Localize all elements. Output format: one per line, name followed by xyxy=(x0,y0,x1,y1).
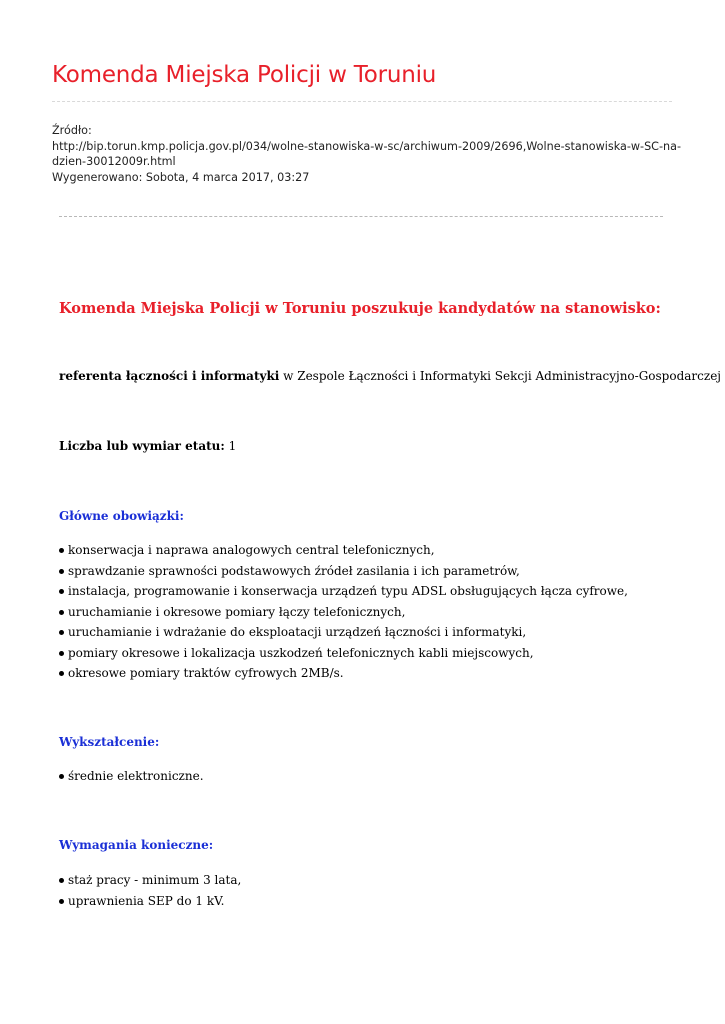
bullet-icon xyxy=(59,548,64,553)
source-url[interactable]: http://bip.torun.kmp.policja.gov.pl/034/wolne-stanowiska-w-sc/archiwum-2009/2696,Wolne-stanowiska-w-SC-na-dzien-30012009r.html xyxy=(52,139,682,169)
requirements-heading: Wymagania konieczne: xyxy=(59,838,214,852)
duties-heading: Główne obowiązki: xyxy=(59,509,184,523)
meta-divider xyxy=(59,216,663,217)
list-item-text: uruchamianie i okresowe pomiary łączy telefonicznych, xyxy=(68,604,406,619)
position-unit: w Zespole Łączności i Informatyki Sekcji Administracyjno-Gospodarczej xyxy=(279,369,722,383)
requirements-list xyxy=(59,870,241,911)
page-title: Komenda Miejska Policji w Toruniu xyxy=(52,62,437,88)
etat-value: 1 xyxy=(224,439,237,453)
list-item xyxy=(59,602,628,623)
bullet-icon xyxy=(59,671,64,676)
list-item xyxy=(59,561,628,582)
source-label: Źródło: xyxy=(52,124,92,137)
list-item xyxy=(59,891,241,912)
education-heading: Wykształcenie: xyxy=(59,735,160,749)
bullet-icon xyxy=(59,610,64,615)
header-divider xyxy=(52,101,672,102)
list-item-text: sprawdzanie sprawności podstawowych źródeł zasilania i ich parametrów, xyxy=(68,563,520,578)
bullet-icon xyxy=(59,589,64,594)
duties-list xyxy=(59,540,628,684)
article-headline: Komenda Miejska Policji w Toruniu poszukuje kandydatów na stanowisko: xyxy=(59,300,661,317)
bullet-icon xyxy=(59,651,64,656)
list-item-text: staż pracy - minimum 3 lata, xyxy=(68,873,242,887)
education-list xyxy=(59,766,204,787)
generated-timestamp: Wygenerowano: Sobota, 4 marca 2017, 03:27 xyxy=(52,170,310,184)
list-item-text: instalacja, programowanie i konserwacja urządzeń typu ADSL obsługujących łącza cyfrowe, xyxy=(68,584,628,598)
list-item xyxy=(59,622,628,643)
list-item xyxy=(59,643,628,664)
etat-label: Liczba lub wymiar etatu: xyxy=(59,439,225,453)
list-item xyxy=(59,540,628,561)
list-item-text: pomiary okresowe i lokalizacja uszkodzeń telefonicznych kabli miejscowych, xyxy=(68,645,534,660)
bullet-icon xyxy=(59,878,64,883)
list-item-text: okresowe pomiary traktów cyfrowych 2MB/s. xyxy=(68,666,344,680)
list-item xyxy=(59,581,628,602)
list-item-text: uruchamianie i wdrażanie do eksploatacji urządzeń łączności i informatyki, xyxy=(68,625,527,639)
etat-line xyxy=(59,439,236,453)
list-item-text: uprawnienia SEP do 1 kV. xyxy=(68,893,225,908)
list-item xyxy=(59,766,204,787)
bullet-icon xyxy=(59,774,64,779)
bullet-icon xyxy=(59,630,64,635)
bullet-icon xyxy=(59,899,64,904)
list-item xyxy=(59,870,241,891)
position-line xyxy=(59,369,721,383)
document-meta xyxy=(52,123,682,185)
list-item xyxy=(59,663,628,684)
bullet-icon xyxy=(59,569,64,574)
list-item-text: konserwacja i naprawa analogowych central telefonicznych, xyxy=(68,543,435,557)
position-name: referenta łączności i informatyki xyxy=(59,369,280,383)
list-item-text: średnie elektroniczne. xyxy=(68,769,204,783)
